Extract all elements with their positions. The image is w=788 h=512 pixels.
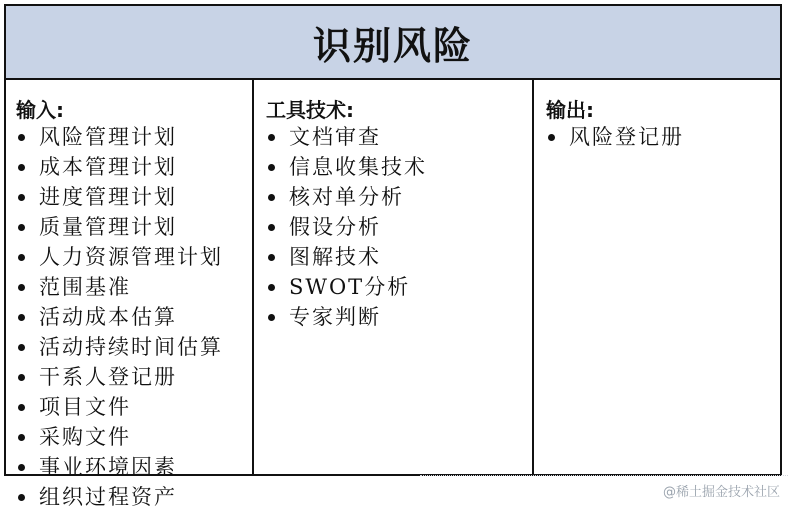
bullet-icon xyxy=(18,164,25,171)
list-item-label: 活动成本估算 xyxy=(39,305,177,329)
outputs-column xyxy=(536,80,780,474)
list-item-label: 信息收集技术 xyxy=(289,155,427,179)
bullet-icon xyxy=(18,224,25,231)
list-item-label: 文档审查 xyxy=(289,125,381,149)
bullet-icon xyxy=(268,314,275,321)
bullet-icon xyxy=(268,194,275,201)
title-bar xyxy=(6,6,780,80)
list-item-label: 成本管理计划 xyxy=(39,155,177,179)
list-item-label: 干系人登记册 xyxy=(39,365,177,389)
list-item-label: 人力资源管理计划 xyxy=(39,245,223,269)
bullet-icon xyxy=(268,224,275,231)
list-item-label: 专家判断 xyxy=(289,305,381,329)
inputs-column xyxy=(6,80,254,509)
list-item xyxy=(266,272,427,302)
list-item xyxy=(16,182,223,212)
bullet-icon xyxy=(18,494,25,501)
tools-heading: 工具技术: xyxy=(266,98,354,122)
bullet-icon xyxy=(18,464,25,471)
list-item xyxy=(266,242,427,272)
list-item-label: 质量管理计划 xyxy=(39,215,177,239)
list-item-label: 风险管理计划 xyxy=(39,125,177,149)
list-item-label: 项目文件 xyxy=(39,395,131,419)
bullet-icon xyxy=(18,434,25,441)
list-item xyxy=(266,212,427,242)
bullet-icon xyxy=(18,404,25,411)
bullet-icon xyxy=(18,374,25,381)
bullet-icon xyxy=(18,344,25,351)
list-item xyxy=(266,122,427,152)
list-item-label: 采购文件 xyxy=(39,425,131,449)
list-item xyxy=(16,152,223,182)
list-item-label: SWOT分析 xyxy=(289,275,411,299)
list-item xyxy=(16,392,223,422)
tools-column xyxy=(256,80,534,474)
list-item xyxy=(266,182,427,212)
list-item xyxy=(16,422,223,452)
watermark-text: @稀土掘金技术社区 xyxy=(662,485,780,500)
bullet-icon xyxy=(268,164,275,171)
list-item-label: 范围基准 xyxy=(39,275,131,299)
bullet-icon xyxy=(268,284,275,291)
list-item xyxy=(16,122,223,152)
list-item xyxy=(16,362,223,392)
diagram-title: 识别风险 xyxy=(312,23,473,68)
bullet-icon xyxy=(18,254,25,261)
bullet-icon xyxy=(268,254,275,261)
list-item xyxy=(16,452,223,482)
bullet-icon xyxy=(18,134,25,141)
list-item-label: 组织过程资产 xyxy=(39,485,177,509)
bullet-icon xyxy=(18,284,25,291)
tools-list xyxy=(266,122,427,332)
list-item xyxy=(16,212,223,242)
list-item xyxy=(16,482,223,512)
list-item-label: 事业环境因素 xyxy=(39,455,177,479)
list-item-label: 进度管理计划 xyxy=(39,185,177,209)
list-item-label: 风险登记册 xyxy=(569,125,684,149)
bullet-icon xyxy=(18,314,25,321)
inputs-list xyxy=(16,122,223,512)
list-item xyxy=(16,332,223,362)
bullet-icon xyxy=(268,134,275,141)
list-item xyxy=(546,122,684,152)
list-item xyxy=(16,242,223,272)
list-item xyxy=(16,272,223,302)
list-item-label: 假设分析 xyxy=(289,215,381,239)
inputs-heading: 输入: xyxy=(16,98,64,122)
outputs-list xyxy=(546,122,684,152)
list-item xyxy=(266,302,427,332)
outputs-heading: 输出: xyxy=(546,98,594,122)
list-item xyxy=(266,152,427,182)
list-item-label: 核对单分析 xyxy=(289,185,404,209)
list-item-label: 图解技术 xyxy=(289,245,381,269)
list-item xyxy=(16,302,223,332)
list-item-label: 活动持续时间估算 xyxy=(39,335,223,359)
bullet-icon xyxy=(548,134,555,141)
bullet-icon xyxy=(18,194,25,201)
